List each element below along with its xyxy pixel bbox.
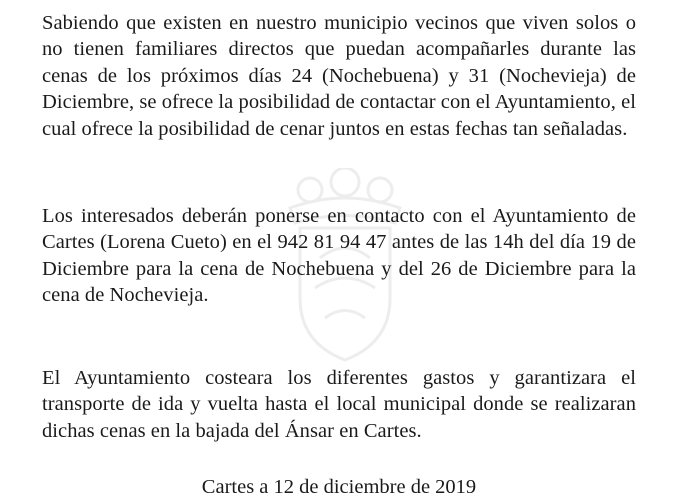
date-line: Cartes a 12 de diciembre de 2019 — [201, 476, 477, 498]
paragraph-contact: Los interesados deberán ponerse en contacto con el Ayuntamiento de Cartes (Lorena Cueto) en el 942 81 94 47 antes de las 14h del día 19 de Diciembre para la cena de Nochebuena y del 26 de Diciembre para la cena de Nochevieja. — [42, 205, 636, 307]
paragraph-costs: El Ayuntamiento costeara los diferentes gastos y garantizara el transporte de ida y vuelta hasta el local municipal donde se realizaran dichas cenas en la bajada del Ánsar en Cartes. — [42, 367, 636, 442]
paragraph-invitation: Sabiendo que existen en nuestro municipio vecinos que viven solos o no tienen familiares directos que puedan acompañarles durante las cenas de los próximos días 24 (Nochebuena) y 31 (Nochevieja) de Diciembre, se ofrece la posibilidad de contactar con el Ayuntamiento, el cual ofrece la posibilidad de cenar juntos en estas fechas tan señaladas. — [42, 12, 636, 140]
